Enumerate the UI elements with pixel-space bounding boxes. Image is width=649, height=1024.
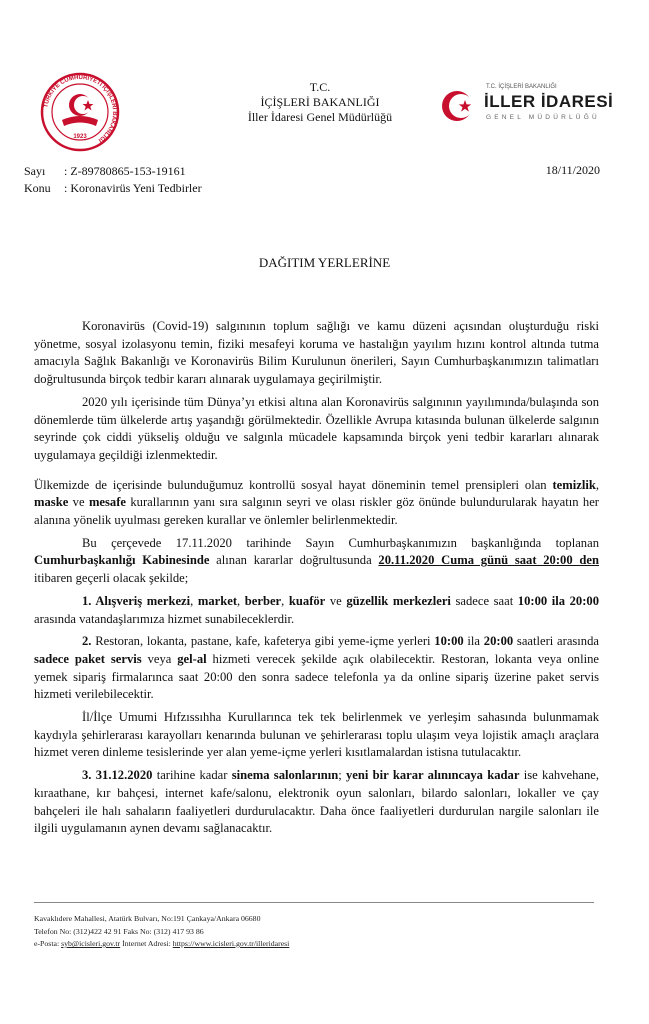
document-meta [24, 163, 202, 197]
konu-label: Konu [24, 181, 51, 195]
letterhead-line-ministry: İÇİŞLERİ BAKANLIĞI [260, 95, 380, 109]
svg-text:1923: 1923 [73, 134, 87, 140]
iller-idaresi-logo [440, 84, 614, 134]
letterhead [200, 80, 440, 125]
konu-value: : Koronavirüs Yeni Tedbirler [64, 181, 202, 195]
paragraph-3: Ülkemizde de içerisinde bulunduğumuz kontrollü sosyal hayat döneminin temel prensipleri olan temizlik, maske ve mesafe kurallarının yanı sıra salgının seyri ve olası riskler göz önünde bulundurularak hayatın her alanına yönelik uyulması gereken kurallar ve önlemler belirlenmektedir. [34, 477, 599, 528]
sayi-value: : Z-89780865-153-19161 [64, 164, 186, 178]
footer [34, 913, 289, 951]
distribution-title: DAĞITIM YERLERİNE [258, 255, 391, 270]
paragraph-item-3: 3. 31.12.2020 tarihine kadar sinema salonlarının; yeni bir karar alınıncaya kadar ise kahvehane, kıraathane, kır bahçesi, internet kafe/salonu, elektronik oyun salonları, bilardo salonları, lokaller ve çay bahçeleri ile halı sahaların faaliyetleri durdurulacaktır. Daha önce faaliyetleri durdurulan nargile salonları ile ilgili uygulamanın aynen devamı sağlanacaktır. [34, 768, 600, 836]
paragraph-item-2: 2. Restoran, lokanta, pastane, kafe, kafeterya gibi yeme-içme yerleri 10:00 ila 20:00 saatleri arasında sadece paket servis veya gel-al hizmeti verecek şekilde açık olabilecektir. Restoran, lokanta veya online yemek sipariş firmalarınca saat 20:00 den sonra sadece telefonla ya da online sipariş üzerine paket servis hizmeti verilebilecektir. [34, 634, 599, 702]
letterhead-line-directorate: İller İdaresi Genel Müdürlüğü [247, 110, 393, 124]
website-link[interactable]: https://www.icisleri.gov.tr/illeridaresi [172, 939, 290, 948]
paragraph-item-1: 1. Alışveriş merkezi, market, berber, kuaför ve güzellik merkezleri sadece saat 10:00 ila 20:00 arasında vatandaşlarımıza hizmet sunabileceklerdir. [34, 593, 600, 626]
logo-small-text: T.C. İÇİŞLERİ BAKANLIĞI [486, 84, 557, 90]
sayi-label: Sayı [24, 164, 46, 178]
ministry-seal-logo [40, 72, 120, 152]
paragraph-4: Bu çerçevede 17.11.2020 tarihinde Sayın Cumhurbaşkanımızın başkanlığında toplanan Cumhurbaşkanlığı Kabinesinde alınan kararlar doğrultusunda 20.11.2020 Cuma günü saat 20:00 den itibaren geçerli olacak şekilde; [34, 535, 599, 586]
svg-text:TÜRKİYE CUMHURİYETİ İÇİŞLERİ B: TÜRKİYE CUMHURİYETİ İÇİŞLERİ BAKANLIĞI [43, 74, 118, 143]
document-date: 18/11/2020 [545, 163, 600, 177]
footer-phone: Telefon No: (312)422 42 91 Faks No: (312) 417 93 86 [34, 926, 204, 936]
paragraph-1: Koronavirüs (Covid-19) salgınının toplum sağlığı ve kamu düzeni açısından oluşturduğu riski yönetme, sosyal izolasyonu temin, fiziki mesafeyi koruma ve hastalığın yayılım hızını kontrol altında tutma amacıyla Sağlık Bakanlığı ve Koronavirüs Bilim Kurulunun önerileri, Sayın Cumhurbaşkanımızın talimatları doğrultusunda birçok tedbir kararı alınarak uygulamaya geçirilmiştir. [34, 319, 599, 387]
paragraph-2: 2020 yılı içerisinde tüm Dünya’yı etkisi altına alan Koronavirüs salgınının yayılımında/bulaşında son dönemlerde tüm ülkelerde artış yaşandığı görülmektedir. Özellikle Avrupa kıtasında bulunan ülkelerde salgının seyrinde çok ciddi yükseliş olduğu ve salgınla mücadele kapsamında birçok yeni tedbir kararları alınarak uygulamaya geçildiği izlenmektedir. [34, 394, 599, 462]
letterhead-line-tc: T.C. [309, 80, 331, 94]
footer-contact: e-Posta: syb@icisleri.gov.tr İnternet Adresi: https://www.icisleri.gov.tr/illeridaresi [34, 939, 290, 948]
paragraph-exception: İl/İlçe Umumi Hıfzıssıhha Kurullarınca tek tek belirlenmek ve yerleşim sahasında bulunmamak kaydıyla şehirlerarası karayolları kenarında bulunan ve şehirlerarası toplu ulaşım veya lojistik amaçlı araçlara hizmet veren dinleme tesislerinde yer alan yeme-içme yerleri kısıtlamalardan istisna tutulacaktır. [34, 710, 599, 760]
footer-divider [34, 902, 594, 903]
logo-title: İLLER İDARESİ [484, 92, 614, 111]
email-link[interactable]: syb@icisleri.gov.tr [61, 939, 121, 948]
crescent-star-icon [440, 86, 474, 126]
document-body [34, 318, 599, 838]
footer-address: Kavaklıdere Mahallesi, Atatürk Bulvarı, No:191 Çankaya/Ankara 06680 [34, 914, 261, 923]
logo-subtitle: GENEL MÜDÜRLÜĞÜ [486, 114, 600, 121]
